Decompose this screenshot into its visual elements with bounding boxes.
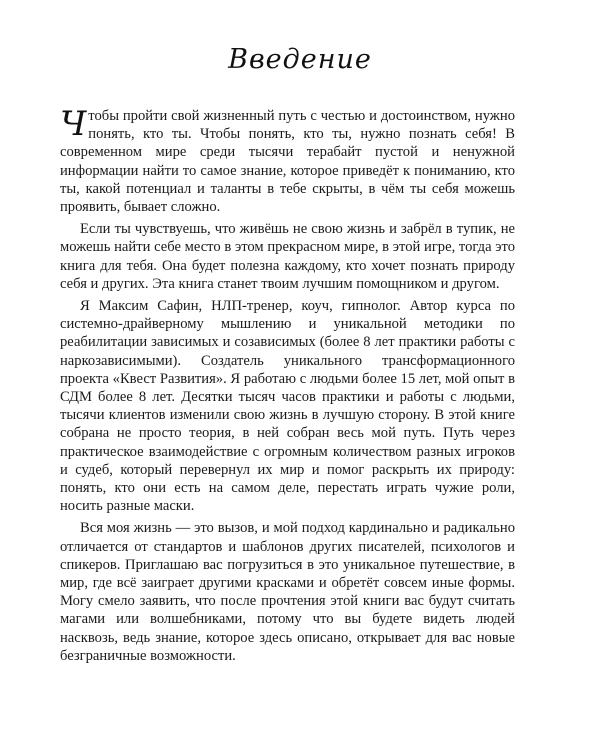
paragraph-1	[60, 104, 515, 216]
body-text	[60, 104, 515, 669]
paragraph-1-text: тобы пройти свой жизненный путь с честью и достоинством, нужно понять, кто ты. Чтобы понять, кто ты, нужно познать себя! В современном мире среди тысячи терабайт пустой и ненужной информации найти то самое знание, которое приведёт к пониманию, кто ты, какой потенциал и таланты в тебе скрыты, в чём ты себя можешь проявить, бывает сложно.	[60, 108, 515, 216]
paragraph-3: Я Максим Сафин, НЛП-тренер, коуч, гипнолог. Автор курса по системно-драйверному мышлению и уникальной методики по реабилитации зависимых и созависимых (более 8 лет практики работы с наркозависимыми). Создатель уникального трансформационного проекта «Квест Развития». Я работаю с людьми более 15 лет, мой опыт в СДМ более 8 лет. Десятки тысяч часов практики и работы с людьми, тысячи клиентов изменили свою жизнь в лучшую сторону. В этой книге собрана не просто теория, в ней собран весь мой путь. Путь через практическое взаимодействие с огромным количеством разных игроков и судеб, который перевернул их мир и помог раскрыть их природу: понять, кто они есть на самом деле, перестать играть чужие роли, носить разные маски.	[60, 298, 515, 515]
paragraph-2: Если ты чувствуешь, что живёшь не свою жизнь и забрёл в тупик, не можешь найти себе место в этом прекрасном мире, в этой игре, тогда это книга для тебя. Она будет полезна каждому, кто хочет познать природу себя и других. Эта книга станет твоим лучшим помощником и другом.	[60, 221, 515, 292]
drop-cap: Ч	[60, 104, 87, 144]
paragraph-4: Вся моя жизнь — это вызов, и мой подход кардинально и радикально отличается от стандартов и шаблонов других писателей, психологов и спикеров. Приглашаю вас погрузиться в это уникальное путешествие, в мир, где всё заиграет другими красками и обретёт совсем иные формы. Могу смело заявить, что после прочтения этой книги вас будут считать магами или волшебниками, потому что вы будете видеть людей насквозь, ведь знание, которое здесь описано, открывает для вас новые безграничные возможности.	[60, 520, 515, 664]
chapter-title: Введение	[228, 44, 372, 75]
